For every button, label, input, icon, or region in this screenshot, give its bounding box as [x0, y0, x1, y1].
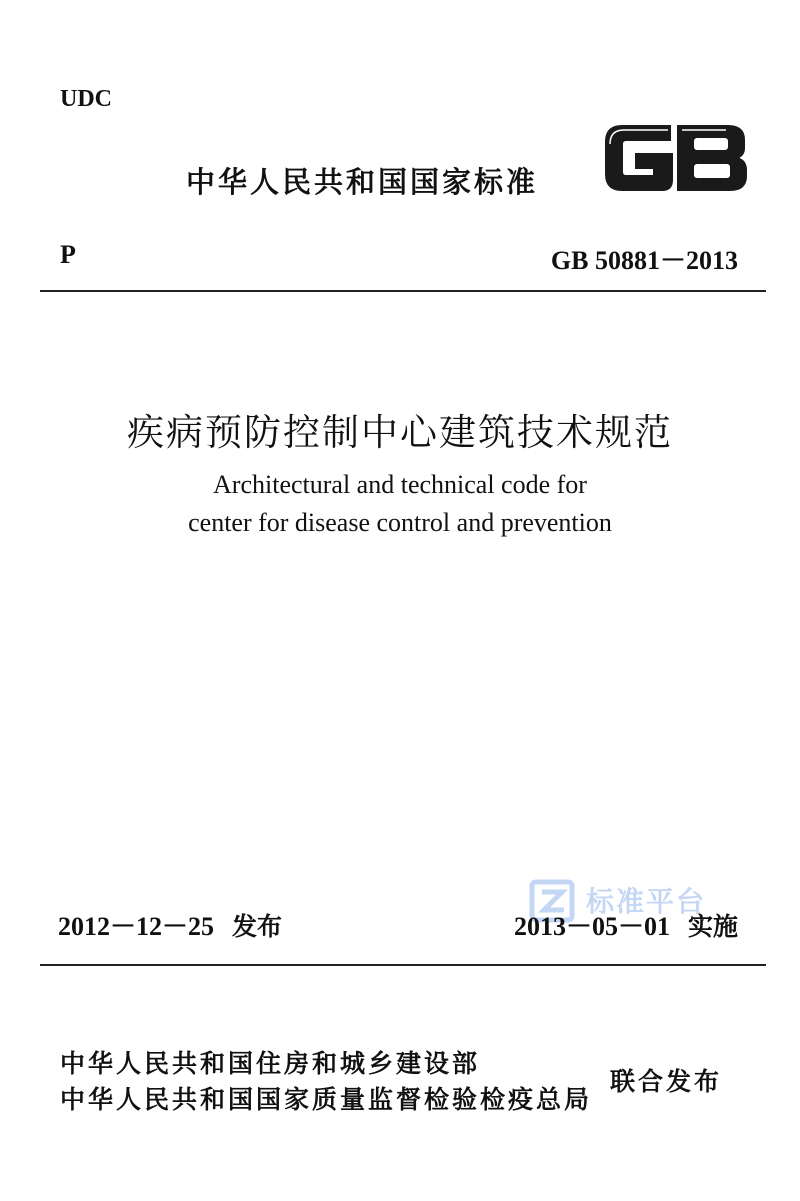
issue-date-block: [58, 906, 282, 943]
top-divider: [40, 290, 766, 292]
implementation-date-block: [514, 906, 738, 943]
udc-label: UDC: [60, 86, 112, 112]
title-english-line1: Architectural and technical code for: [213, 470, 587, 499]
title-chinese: 疾病预防控制中心建筑技术规范: [127, 411, 673, 454]
standard-number: GB 50881－2013: [550, 246, 738, 275]
implementation-date: 2013－05－01: [513, 912, 670, 941]
publisher-line2: 中华人民共和国国家质量监督检验检疫总局: [60, 1085, 593, 1114]
gb-logo-b: [678, 126, 746, 190]
implementation-label: 实施: [687, 912, 738, 941]
joint-publish-label: 联合发布: [610, 1067, 723, 1096]
watermark-text: 标准平台: [586, 885, 707, 918]
issue-label: 发布: [232, 912, 283, 941]
standard-type-title: 中华人民共和国国家标准: [186, 165, 539, 199]
classification-code: P: [60, 240, 76, 269]
issue-date: 2012－12－25: [58, 912, 215, 941]
publisher-line1: 中华人民共和国住房和城乡建设部: [60, 1049, 481, 1078]
title-english-line2: center for disease control and prevention: [188, 508, 612, 537]
gb-logo: [600, 118, 750, 198]
gb-logo-g: [606, 126, 672, 190]
bottom-divider: [40, 964, 766, 966]
